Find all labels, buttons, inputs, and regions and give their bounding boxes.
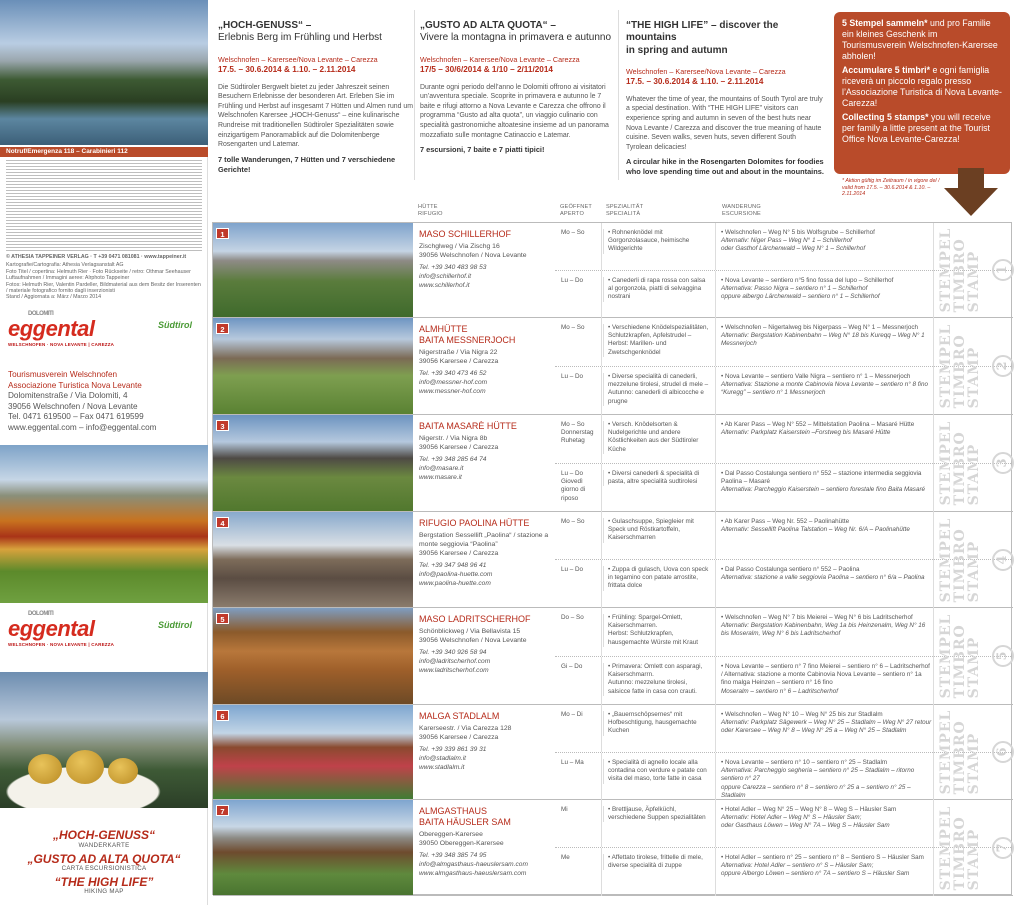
highlight: 7 escursioni, 7 baite e 7 piatti tipici! [420,145,545,155]
stamp-label: STEMPEL TIMBRO STAMP [938,323,982,409]
opening-days: Me [561,854,570,861]
walk-alternative: Alternativ: Bergstation Kabinenbahn – Weg N° 18 bis Kureqq – Weg N° 1 Messnerjoch [721,332,925,348]
hut-address: Karerseestr. / Via Carezza 128 39056 Karersee / Carezza [419,725,512,741]
walk-alternative: Alternativa: Hotel Adler – sentiero n° S – Häusler Sam; oppure Albergo Löwen – sentiero n° 7A – sentiero S – Häusler Sam [721,862,910,878]
walk-main: • Welschnofen – Nigertalweg bis Nigerpass – Weg N° 1 – Messnerjoch [721,324,918,331]
walk-alternative: Alternativ: Niger Pass – Weg N° 1 – Schillerhof oder Gasthof Lärchenwald – Weg N° 1 – Schillerhof [721,237,866,253]
column-divider [601,657,602,705]
autumn-landscape-photo [0,445,208,603]
hut-address: Obereggen-Karersee 39050 Obereggen-Karersee [419,831,504,847]
walk-route [721,229,933,254]
location: Welschnofen – Karersee/Nova Levante – Carezza [626,66,786,76]
walk-main: • Ab Karer Pass – Weg N° 552 – Mittelstation Paolina – Masaré Hütte [721,421,915,428]
specialty: • Canederli di rapa rossa con salsa al gorgonzola, piatti di selvaggina nostrani [603,277,711,302]
org-it: Associazione Turistica Nova Levante [8,380,142,390]
logo-dolomiti-2: DOLOMITI [28,611,54,617]
publisher-line: © ATHESIA TAPPEINER VERLAG · T +39 0471 081081 · www.tappeiner.it [6,254,187,260]
walk-main: • Welschnofen – Weg N° 5 bis Wolfsgrube – Schillerhof [721,229,875,236]
walk-alternative: Alternativ: Bergstation Kabinenbahn, Weg 1a bis Heinzenalm, Weg N° 16 bis Moseralm, Weg N° 6 bis Ladritscherhof [721,622,926,638]
hut-name: ALMHÜTTE BAITA MESSNERJOCH [419,324,516,345]
column-divider [601,318,602,366]
intro-column-de [218,20,416,175]
stamp-cell [933,415,1013,511]
hut-row [213,318,1013,415]
stamp-label: STEMPEL TIMBRO STAMP [938,227,982,313]
column-divider [715,560,716,608]
walk-route [721,854,933,879]
fine-print-text [6,160,202,252]
intro-title-en [626,20,824,57]
title-bold: „GUSTO AD ALTA QUOTA“ – [420,20,556,31]
walk-main: • Hotel Adler – sentiero n° 25 – sentiero n° 8 – Sentiero S – Häusler Sam [721,854,924,861]
column-divider [601,464,602,512]
title-rest: Erlebnis Berg im Frühling und Herbst [218,32,382,44]
stamp-bold: Accumulare 5 timbri* [842,65,930,75]
column-divider [715,512,716,559]
opening-days: Gi – Do [561,663,583,670]
hut-contact[interactable]: Tel. +39 339 861 39 31 info@stadlalm.it www.stadlalm.it [419,745,487,771]
org-de: Tourismusverein Welschnofen [8,370,118,379]
intro-column-en [626,20,824,177]
dates: 17.5. – 30.6.2014 & 1.10. – 2.11.2014 [626,76,764,86]
walk-route [721,711,933,736]
column-divider [715,223,716,270]
walk-route [721,614,933,639]
walk-main: • Welschnofen – Weg N° 10 – Weg N° 25 bis zur Stadlalm [721,711,883,718]
hut-info [419,518,555,588]
walk-alternative: Alternativ: Sessellift Paolina Talstation – Weg Nr. 6/A – Paolinahütte [721,526,910,534]
specialty: • Specialità di agnello locale alla contadina con verdure e patate con visita del maso, torte fatte in casa [603,759,711,784]
column-divider [601,223,602,270]
hut-contact[interactable]: Tel. +39 340 926 58 94 info@ladritscherhof.com www.ladritscherhof.com [419,648,491,674]
opening-days: Mo – So Donnerstag Ruhetag [561,421,594,445]
hut-row [213,800,1013,896]
highlight: 7 tolle Wanderungen, 7 Hütten und 7 verschiedene Gerichte! [218,154,396,174]
intro-column-it [420,20,618,155]
column-divider [601,367,602,415]
hut-row [213,608,1013,705]
hut-photo [213,223,413,317]
title-rest: in spring and autumn [626,44,728,56]
stamp-rest: und pro Familie ein kleines Geschenk im Tourismusverein Welschnofen-Karersee abholen! [842,18,998,61]
hut-number-badge: 5 [216,613,229,624]
column-divider [601,608,602,656]
hut-info [419,421,555,483]
hut-number-badge: 7 [216,805,229,816]
cover-title-en: “THE HIGH LIFE” [54,875,154,889]
column-divider [715,608,716,656]
walk-alternative: Alternativa: Passo Nigra – sentiero n° 1 – Schillerhof oppure albergo Lärchenwald – sentiero n° 1 – Schillerhof [721,285,880,301]
hut-contact[interactable]: Tel. +39 340 473 46 52 info@messner-hof.com www.messner-hof.com [419,369,488,395]
opening-days: Mo – Di [561,711,583,718]
logo-text-2: eggental [8,616,95,641]
column-divider [715,848,716,896]
hut-photo [213,318,413,414]
specialty: • Zuppa di gulasch, Uova con speck in tegamino con patate arrostite, frittata dolce [603,566,711,591]
specialty: • Diverse specialità di canederli, mezzelune tirolesi, strudel di mele – Autunno: canederli di albicocche e prugne [603,373,711,406]
hut-row [213,705,1013,800]
specialty: • Affettato tirolese, frittelle di mele, diverse specialità di zuppe [603,854,711,870]
column-divider [601,512,602,559]
stamp-cell [933,512,1013,607]
suedtirol-logo-2: Südtirol [158,620,192,630]
body-text: Die Südtiroler Bergwelt bietet zu jeder Jahreszeit seinen Besuchern Erlebnisse der besonderen Art. Erleben Sie im Frühling und Herbst auf insgesamt 7 Hütten und Almen rund um Welschnofen Karersee „HOCH-Genuss“ – eine kulinarische Rundreise mit traditionellen Südtiroler Spezialitäten sowie einzigartigem Panoramablick auf die Dolomitenberge Rosengarten und Latemar. [218,83,413,149]
hut-contact[interactable]: Tel. +39 340 483 98 53 info@schillerhof.it www.schillerhof.it [419,263,487,289]
specialty: • Frühling: Spargel-Omlett, Kaiserschmarren. Herbst: Schlutzkrapfen, hausgemachte Würste mit Kraut [603,614,711,647]
column-divider [715,415,716,463]
hut-info [419,229,555,291]
intro-title-de [218,20,416,45]
hut-number-badge: 4 [216,517,229,528]
cover-sub-en: HIKING MAP [84,888,124,895]
column-divider [601,560,602,608]
emergency-bar: Notruf/Emergenza 118 – Carabinieri 112 [0,147,208,157]
walk-route [721,663,933,696]
walk-route [721,566,933,582]
opening-days: Do – So [561,614,584,621]
title-bold: „HOCH-GENUSS“ – [218,20,312,31]
body-text: Durante ogni periodo dell’anno le Dolomiti offrono ai visitatori un’avventura speciale. Scoprite in primavera e autunno le 7 baite e rifugi attorno a Nova Levante e Carezza che offrono il programma “Gusto ad alta quota”, un viaggio culinario con specialità gastronomiche altoatesine insieme ad un panorama mozzafiato sulle montagne Catinaccio e Latemar. [420,83,609,139]
body-text: Whatever the time of year, the mountains of South Tyrol are truly a special destination. With “THE HIGH LIFE” visitors can experience spring and autumn in seven of the best huts near Nova Levante / Carezza and discover the true meaning of haute cuisine. Seven walks, seven huts, seven different South Tyrolean delicacies! [626,95,823,151]
hut-row [213,512,1013,608]
cover-title-de: „HOCH-GENUSS“ [52,828,155,842]
stamp-cell [933,608,1013,704]
specialty: • Brettljause, Äpfelküchl, verschiedene Suppen spezialitäten [603,806,711,822]
opening-days: Lu – Do [561,373,584,380]
hut-address: Nigerstraße / Via Nigra 22 39056 Karersee / Carezza [419,349,499,365]
header-geoeffnet: GEÖFFNET APERTO [560,204,593,217]
hut-address: Nigerstr. / Via Nigra 8b 39056 Karersee / Carezza [419,435,499,451]
walk-route [721,421,933,437]
walk-alternative: Moseralm – sentiero n° 6 – Ladritscherhof [721,687,838,695]
column-divider [715,753,716,800]
stamp-collection-box [834,12,1010,174]
stamp-text-en [842,112,1002,145]
walk-alternative: Alternativa: Stazione a monte Cabinovia Nova Levante – sentiero n° 8 fino “Kuregg” – sentiero n° 1 Messnerjoch [721,381,928,397]
hut-info [419,806,555,879]
opening-days: Mo – So [561,518,585,525]
column-divider [601,753,602,800]
logo-subtitle-2: WELSCHNOFEN · NOVA LEVANTE | CAREZZA [8,642,115,647]
stamp-number: 1 [992,259,1014,281]
opening-days: Lu – Do [561,277,584,284]
opening-days: Lu – Do Giovedì giorno di riposo [561,470,586,502]
stamp-text-it [842,65,1002,109]
hut-address: Zischglweg / Via Zischg 16 39056 Welschnofen / Nova Levante [419,243,527,259]
specialty: • Diversi canederli & specialità di pasta, altre specialità sudtirolesi [603,470,711,486]
stamp-bold: Collecting 5 stamps* [842,112,929,122]
logo-text: eggental [8,316,95,341]
column-divider [601,848,602,896]
opening-days: Lu – Do [561,566,584,573]
column-divider [715,464,716,512]
walk-main: • Dal Passo Costalunga sentiero n° 552 – Paolina [721,566,860,573]
walk-main: • Nova Levante – sentiero Valle Nigra – sentiero n° 1 – Messnerjoch [721,373,911,380]
aktion-note: * Aktion gültig im Zeitraum / in vigore del / valid from 17.5. – 30.6.2014 & 1.10. – 2.11.2014 [842,178,940,198]
hut-photo [213,800,413,895]
specialty: • Primavera: Omlett con asparagi, Kaiserschmarrn. Autunno: mezzelune tirolesi, salsicce fatte in casa con crauti. [603,663,711,696]
logo-dolomiti: DOLOMITI [28,311,54,317]
highlight: A circular hike in the Rosengarten Dolomites for foodies who love spending time out and about in the mountains. [626,157,824,177]
hut-row [213,223,1013,318]
stamp-cell [933,223,1013,317]
column-divider [601,800,602,847]
hut-contact[interactable]: Tel. +39 347 948 96 41 info@paolina-huette.com www.paolina-huette.com [419,561,493,587]
walk-alternative: Alternativ: Parkplatz Kaiserstein –Forstweg bis Masaré Hütte [721,429,891,437]
hut-photo [213,608,413,704]
dates: 17.5. – 30.6.2014 & 1.10. – 2.11.2014 [218,64,356,74]
opening-days: Lu – Ma [561,759,584,766]
walk-main: • Nova Levante – sentiero n° 7 fino Meierei – sentiero n° 6 – Ladritscherhof / Alternativa: stazione a monte Cabinovia Nova Levante – sentiero n° 1a fino malga Heinzen – sentiero n° 16 fino [721,663,930,687]
opening-days: Mo – So [561,324,585,331]
walk-main: • Ab Karer Pass – Weg Nr. 552 – Paolinahütte [721,518,850,525]
stamp-rest: e ogni famiglia riceverà un piccolo regalo presso l’Associazione Turistica di Nova Levante-Carezza! [842,65,1002,108]
walk-main: • Dal Passo Costalunga sentiero n° 552 – stazione intermedia seggiovia Paolina – Masaré [721,470,922,486]
column-divider [715,705,716,752]
stamp-label: STEMPEL TIMBRO STAMP [938,517,982,602]
dumpling-image [28,754,62,784]
hut-name: MASO LADRITSCHERHOF [419,614,531,624]
column-divider [601,415,602,463]
hut-number-badge: 1 [216,228,229,239]
column-divider [715,367,716,415]
hut-address: Bergstation Sessellift „Paolina“ / stazione a monte seggiovia “Paolina” 39056 Karersee / Carezza [419,532,549,557]
hut-number-badge: 6 [216,710,229,721]
address-street: Dolomitenstraße / Via Dolomiti, 4 [8,391,128,401]
column-divider [601,705,602,752]
title-rest: Vivere la montagna in primavera e autunno [420,32,612,44]
down-arrow-icon [944,168,998,216]
dumpling-image [66,750,104,784]
column-divider [414,10,415,180]
hut-info [419,614,555,676]
stamp-number: 7 [992,837,1014,859]
column-divider [715,657,716,705]
walk-route [721,806,933,831]
walk-route [721,470,933,495]
cover-title-it: „GUSTO AD ALTA QUOTA“ [27,852,181,866]
location: Welschnofen – Karersee/Nova Levante – Carezza [420,54,580,64]
hut-row [213,415,1013,512]
eggental-logo [8,311,95,342]
hut-name: RIFUGIO PAOLINA HÜTTE [419,518,530,528]
stamp-number: 5 [992,645,1014,667]
stamp-label: STEMPEL TIMBRO STAMP [938,613,982,699]
stamp-number: 6 [992,741,1014,763]
walk-main: • Nova Levante – sentiero n° 10 – sentiero n° 25 – Stadlalm [721,759,888,766]
walk-route [721,518,933,534]
header-wanderung: WANDERUNG ESCURSIONE [722,204,761,217]
cover-sub-it: CARTA ESCURSIONISTICA [61,865,147,872]
hut-number-badge: 2 [216,323,229,334]
hut-contact[interactable]: Tel. +39 348 385 74 95 info@almgasthaus-haeuslersam.com www.almgasthaus-haeuslersam.com [419,851,528,877]
hut-photo [213,705,413,799]
column-divider [715,318,716,366]
huts-table [212,222,1012,895]
title-bold: “THE HIGH LIFE” – discover the mountains [626,20,779,44]
walk-route [721,373,933,398]
stamp-cell [933,705,1013,799]
hut-info [419,324,555,397]
walk-alternative: Alternativa: Parcheggio Kaiserstein – sentiero forestale fino Baita Masaré [721,486,926,494]
dates: 17/5 – 30/6/2014 & 1/10 – 2/11/2014 [420,64,553,74]
credits [6,254,202,301]
hut-number-badge: 3 [216,420,229,431]
column-divider [618,10,619,180]
stamp-number: 4 [992,549,1014,571]
stamp-cell [933,318,1013,414]
logo-subtitle: WELSCHNOFEN · NOVA LEVANTE | CAREZZA [8,342,115,347]
hut-name: BAITA MASARÈ HÜTTE [419,421,517,431]
eggental-logo-row [6,311,202,356]
intro-title-it [420,20,618,45]
walk-main: • Nova Levante – sentiero n°5 fino fossa del lupo – Schillerhof [721,277,894,284]
specialty: • Rohnenknödel mit Gorgonzolasauce, heimische Wildgerichte [603,229,711,254]
hut-photo [213,512,413,607]
left-panel [0,0,208,905]
walk-route [721,324,933,349]
cover-sub-de: WANDERKARTE [78,842,130,849]
walk-alternative: Alternativa: Parcheggio segheria – sentiero n° 25 – Stadlalm – ritorno sentiero n° 27 oppure Carezza – sentiero n° 8 – sentiero n° 25 a – sentiero n° 25 – Stadlalm [721,767,915,799]
eggental-logo-2 [8,611,95,642]
credits-text: Kartografie/Cartografia: Athesia Verlagsanstalt AG Foto Titel / copertina: Helmuth Rier · Foto Rückseite / retro: Othmar Seehauser Luftaufnahmen / Immagini aeree: Alrphoto Tappeiner Fotos: Helmuth Rier, Valentin Pardeller, Bildmaterial aus dem Besitz der Inserenten / materiale fotografico fornito dagli inserzionisti Stand / Aggiornata a: März / Marzo 2014 [6,262,201,301]
stamp-number: 3 [992,452,1014,474]
walk-main: • Hotel Adler – Weg N° 25 – Weg N° 8 – Weg S – Häusler Sam [721,806,897,813]
hut-address: Schönblickweg / Via Bellavista 15 39056 Welschnofen / Nova Levante [419,628,527,644]
walk-alternative: Alternativ: Parkplatz Sägewerk – Weg N° 25 – Stadlalm – Weg N° 27 retour oder Karersee – Weg N° 8 – Weg N° 25 a – Weg N° 25 – Stadlalm [721,719,932,735]
mountain-lake-photo [0,0,208,145]
food-plate-photo [0,672,208,808]
hut-contact[interactable]: Tel. +39 348 285 64 74 info@masare.it www.masare.it [419,455,487,481]
specialty: • „Bauernschöpsernes“ mit Hofbeschtigung, hausgemachte Kuchen [603,711,711,736]
header-spezialitaet: SPEZIALITÄT SPECIALITÀ [606,204,644,217]
dumpling-image [108,758,138,784]
stamp-label: STEMPEL TIMBRO STAMP [938,420,982,506]
location: Welschnofen – Karersee/Nova Levante – Carezza [218,54,378,64]
hut-name: ALMGASTHAUS BAITA HÄUSLER SAM [419,806,511,827]
hut-name: MALGA STADLALM [419,711,500,721]
specialty: • Gulaschsuppe, Spiegleier mit Speck und Röstkartoffeln, Kaiserschmarren [603,518,711,543]
web-email[interactable]: www.eggental.com – info@eggental.com [8,422,157,432]
walk-route [721,277,933,302]
column-divider [715,800,716,847]
column-divider [601,271,602,318]
eggental-logo-row-2 [6,611,202,656]
walk-alternative: Alternativ: Hotel Adler – Weg N° S – Häusler Sam; oder Gasthaus Löwen – Weg N° 7A – Weg S – Häusler Sam [721,814,890,830]
stamp-label: STEMPEL TIMBRO STAMP [938,709,982,795]
hut-info [419,711,555,773]
stamp-cell [933,800,1013,895]
hut-name: MASO SCHILLERHOF [419,229,512,239]
tourist-office-address [8,370,204,434]
stamp-number: 2 [992,355,1014,377]
opening-days: Mi [561,806,568,813]
walk-main: • Welschnofen – Weg N° 7 bis Meierei – Weg N° 6 bis Ladritscherhof [721,614,913,621]
column-divider [715,271,716,318]
walk-route [721,759,933,800]
walk-alternative: Alternativa: stazione a valle seggiovia Paolina – sentiero n° 6/a – Paolina [721,574,925,582]
hut-photo [213,415,413,511]
suedtirol-logo: Südtirol [158,320,192,330]
stamp-label: STEMPEL TIMBRO STAMP [938,805,982,890]
tel-fax: Tel. 0471 619500 – Fax 0471 619599 [8,412,144,422]
address-city: 39056 Welschnofen / Nova Levante [8,401,138,411]
stamp-text-de [842,18,1002,62]
specialty: • Versch. Knödelsorten & Nudelgerichte und andere Köstlichkeiten aus der Südtiroler Küche [603,421,711,454]
stamp-bold: 5 Stempel sammeln* [842,18,928,28]
opening-days: Mo – So [561,229,585,236]
specialty: • Verschiedene Knödelspezialitäten, Schlutzkrapfen, Apfelstrudel – Herbst: Marillen- und Zwetschgenknödel [603,324,711,357]
stamp-rest: you will receive per family a little present at the Tourist Office Nova Levante-Carezza! [842,112,991,144]
header-huette: HÜTTE RIFUGIO [418,204,443,217]
